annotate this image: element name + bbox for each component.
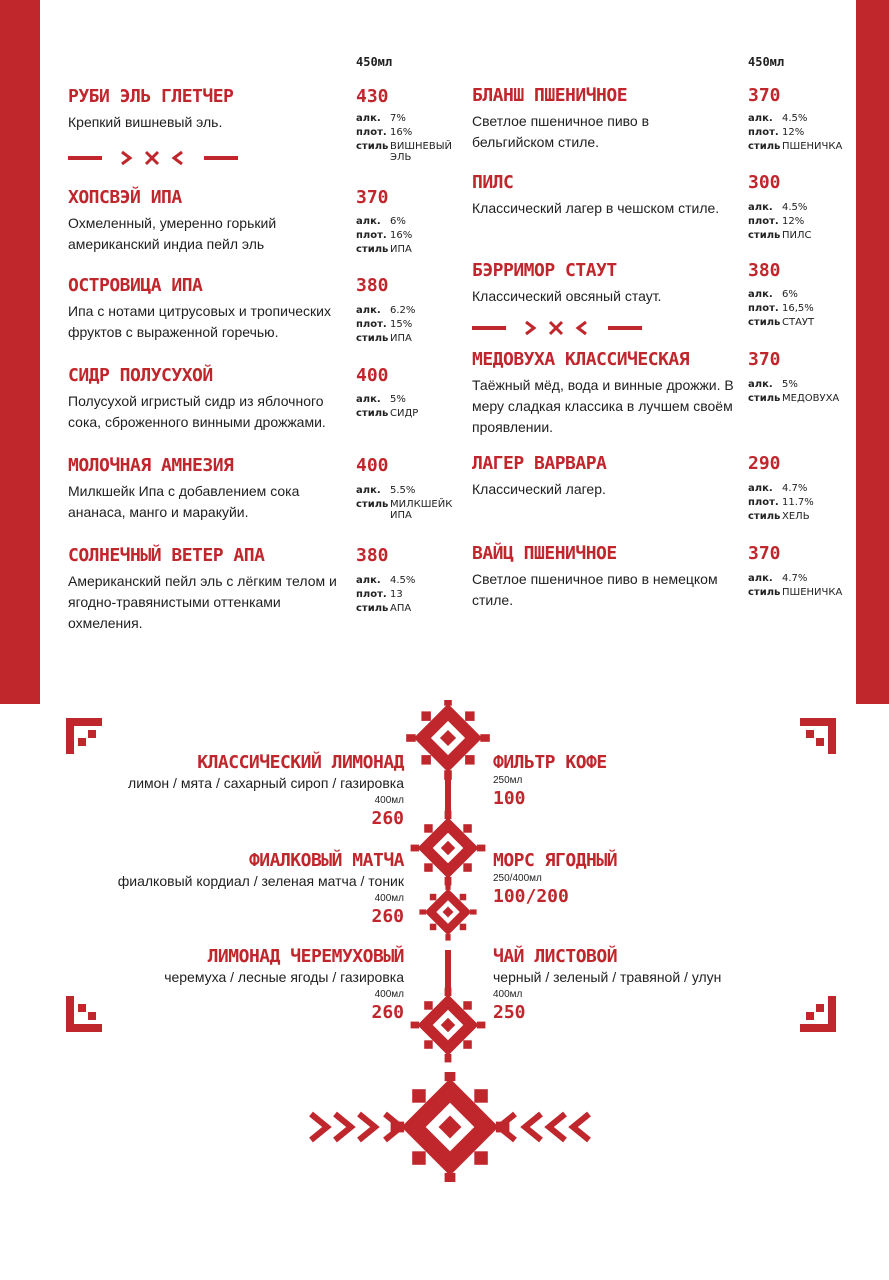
- beer-price: 430: [356, 86, 389, 107]
- beer-name: РУБИ ЭЛЬ ГЛЕТЧЕР: [68, 86, 234, 107]
- divider-ornament-icon: [68, 150, 240, 166]
- spec-value: 6.2%: [390, 305, 416, 316]
- beer-item: [472, 85, 734, 153]
- beer-price: 400: [356, 455, 389, 476]
- beer-price: 370: [356, 187, 389, 208]
- spec-value: СТАУТ: [782, 317, 815, 328]
- spec-value: МЕДОВУХА: [782, 393, 840, 404]
- spec-value: 16,5%: [782, 303, 814, 314]
- spec-label: алк.: [748, 202, 773, 213]
- spec-value: 16%: [390, 127, 413, 138]
- spec-value: 6%: [782, 289, 798, 300]
- spec-value: ИПА: [390, 333, 412, 344]
- spec-label: алк.: [748, 483, 773, 494]
- beer-item: [68, 365, 338, 433]
- beer-description: Крепкий вишневый эль.: [68, 114, 223, 130]
- beer-specs: [356, 574, 452, 616]
- corner-ornament-icon: [66, 718, 102, 754]
- spec-value: 4.5%: [782, 202, 808, 213]
- beer-item: [68, 187, 338, 255]
- beer-price: 380: [748, 260, 781, 281]
- spec-label: стиль: [748, 511, 781, 522]
- spec-value: 16%: [390, 230, 413, 241]
- right-volume-header: 450мл: [748, 55, 785, 69]
- spec-label: плот.: [748, 497, 779, 508]
- drink-volume: 400мл: [374, 989, 404, 1000]
- drink-description: лимон / мята / сахарный сироп / газировка: [128, 775, 404, 791]
- spec-label: стиль: [356, 499, 389, 510]
- beer-specs: [356, 112, 452, 163]
- beer-description: Светлое пшеничное пиво в немецком стиле.: [472, 571, 718, 608]
- beer-name: ЛАГЕР ВАРВАРА: [472, 453, 607, 474]
- spec-value: МИЛКШЕЙК ИПА: [390, 499, 453, 521]
- spec-label: алк.: [356, 394, 381, 405]
- beer-description: Светлое пшеничное пиво в бельгийском стиле.: [472, 113, 650, 150]
- beer-specs: [748, 112, 844, 154]
- spec-value: 15%: [390, 319, 413, 330]
- spec-value: 6%: [390, 216, 406, 227]
- drink-volume: 400мл: [374, 893, 404, 904]
- beer-description: Классический лагер в чешском стиле.: [472, 200, 720, 216]
- beer-item: [472, 453, 734, 500]
- beer-description: Американский пейл эль с лёгким телом и ягодно-травянистыми оттенками охмеления.: [68, 573, 337, 631]
- spec-label: алк.: [748, 573, 773, 584]
- left-volume-header: 450мл: [356, 55, 393, 69]
- spec-value: ПШЕНИЧКА: [782, 587, 843, 598]
- spec-value: 11.7%: [782, 497, 814, 508]
- spec-label: стиль: [748, 587, 781, 598]
- spec-label: плот.: [748, 216, 779, 227]
- drink-description: черемуха / лесные ягоды / газировка: [164, 969, 404, 985]
- spec-value: ПШЕНИЧКА: [782, 141, 843, 152]
- beer-description: Милкшейк Ипа с добавлением сока ананаса, манго и маракуйи.: [68, 483, 300, 520]
- beer-name: ХОПСВЭЙ ИПА: [68, 187, 182, 208]
- beer-specs: [748, 572, 844, 600]
- spec-value: ХЕЛЬ: [782, 511, 810, 522]
- spec-value: 12%: [782, 216, 805, 227]
- spec-label: алк.: [356, 575, 381, 586]
- drink-name: ЛИМОНАД ЧЕРЕМУХОВЫЙ: [207, 946, 404, 967]
- spec-label: стиль: [748, 230, 781, 241]
- beer-item: [68, 455, 338, 523]
- beer-price: 380: [356, 545, 389, 566]
- beer-name: СИДР ПОЛУСУХОЙ: [68, 365, 213, 386]
- drink-item: [164, 946, 404, 1024]
- beer-specs: [356, 484, 452, 521]
- drink-volume: 250мл: [493, 775, 523, 786]
- divider-ornament-icon: [472, 320, 644, 336]
- spec-label: плот.: [356, 230, 387, 241]
- drink-item: [493, 752, 607, 810]
- spec-label: стиль: [356, 141, 389, 152]
- corner-ornament-icon: [800, 718, 836, 754]
- spec-value: 5%: [390, 394, 406, 405]
- spec-value: 4.5%: [782, 113, 808, 124]
- beer-specs: [748, 378, 844, 406]
- beer-name: БЭРРИМОР СТАУТ: [472, 260, 617, 281]
- drink-name: ФИЛЬТР КОФЕ: [493, 752, 607, 773]
- spec-value: СИДР: [390, 408, 419, 419]
- spec-label: плот.: [748, 303, 779, 314]
- spec-value: ПИЛС: [782, 230, 812, 241]
- drink-price: 260: [371, 906, 404, 927]
- beer-specs: [356, 215, 452, 257]
- spec-label: плот.: [748, 127, 779, 138]
- spec-value: 13: [390, 589, 403, 600]
- beer-price: 400: [356, 365, 389, 386]
- drink-price: 100: [493, 788, 526, 809]
- beer-description: Полусухой игристый сидр из яблочного сока, сброженного винными дрожжами.: [68, 393, 326, 430]
- drink-item: [493, 850, 617, 908]
- left-red-band: [0, 0, 40, 704]
- drink-name: КЛАССИЧЕСКИЙ ЛИМОНАД: [197, 752, 404, 773]
- beer-price: 300: [748, 172, 781, 193]
- spec-label: стиль: [356, 408, 389, 419]
- beer-name: МОЛОЧНАЯ АМНЕЗИЯ: [68, 455, 234, 476]
- spec-label: стиль: [356, 603, 389, 614]
- beer-price: 380: [356, 275, 389, 296]
- drink-name: ЧАЙ ЛИСТОВОЙ: [493, 946, 618, 967]
- spec-value: ИПА: [390, 244, 412, 255]
- beer-item: [472, 260, 734, 307]
- spec-label: алк.: [356, 216, 381, 227]
- beer-item: [472, 349, 734, 438]
- spec-value: 7%: [390, 113, 406, 124]
- beer-name: ОСТРОВИЦА ИПА: [68, 275, 203, 296]
- spec-label: алк.: [356, 485, 381, 496]
- drink-name: ФИАЛКОВЫЙ МАТЧА: [248, 850, 404, 871]
- beer-price: 370: [748, 543, 781, 564]
- spec-label: плот.: [356, 319, 387, 330]
- beer-item: [68, 545, 338, 634]
- spec-value: 4.7%: [782, 483, 808, 494]
- beer-item: [68, 275, 338, 343]
- beer-specs: [356, 304, 452, 346]
- beer-name: БЛАНШ ПШЕНИЧНОЕ: [472, 85, 628, 106]
- drink-name: МОРС ЯГОДНЫЙ: [493, 850, 618, 871]
- spec-label: алк.: [748, 289, 773, 300]
- beer-description: Ипа с нотами цитрусовых и тропических фруктов с выраженной горечью.: [68, 303, 331, 340]
- spec-label: стиль: [356, 244, 389, 255]
- spec-value: ВИШНЕВЫЙ ЭЛЬ: [390, 141, 453, 163]
- beer-description: Классический лагер.: [472, 481, 606, 497]
- drink-volume: 400мл: [493, 989, 523, 1000]
- drink-description: черный / зеленый / травяной / улун: [493, 969, 722, 985]
- beer-specs: [748, 288, 844, 330]
- beer-description: Таёжный мёд, вода и винные дрожжи. В меру сладкая классика в лучшем своём проявлении.: [472, 377, 734, 435]
- knot-ornament-icon: [402, 700, 494, 1070]
- spec-label: стиль: [748, 393, 781, 404]
- beer-item: [472, 172, 734, 219]
- beer-price: 370: [748, 85, 781, 106]
- beer-description: Классический овсяный стаут.: [472, 288, 662, 304]
- corner-ornament-icon: [800, 996, 836, 1032]
- spec-value: 12%: [782, 127, 805, 138]
- spec-label: алк.: [748, 379, 773, 390]
- beer-item: [68, 86, 338, 133]
- beer-specs: [356, 393, 452, 421]
- beer-name: ВАЙЦ ПШЕНИЧНОЕ: [472, 543, 617, 564]
- beer-name: МЕДОВУХА КЛАССИЧЕСКАЯ: [472, 349, 690, 370]
- drink-item: [493, 946, 721, 1024]
- beer-specs: [748, 201, 844, 243]
- corner-ornament-icon: [66, 996, 102, 1032]
- spec-label: стиль: [748, 317, 781, 328]
- chevron-ornament-icon: [305, 1072, 595, 1182]
- spec-label: стиль: [356, 333, 389, 344]
- beer-item: [472, 543, 734, 611]
- drink-price: 100/200: [493, 886, 569, 907]
- drink-price: 260: [371, 1002, 404, 1023]
- beer-specs: [748, 482, 844, 524]
- drink-item: [118, 850, 404, 928]
- spec-value: 4.5%: [390, 575, 416, 586]
- beer-price: 290: [748, 453, 781, 474]
- spec-value: АПА: [390, 603, 412, 614]
- drink-volume: 250/400мл: [493, 873, 542, 884]
- beer-name: СОЛНЕЧНЫЙ ВЕТЕР АПА: [68, 545, 265, 566]
- right-red-band: [856, 0, 889, 704]
- drink-price: 260: [371, 808, 404, 829]
- spec-value: 4.7%: [782, 573, 808, 584]
- spec-label: плот.: [356, 589, 387, 600]
- spec-label: плот.: [356, 127, 387, 138]
- spec-label: алк.: [748, 113, 773, 124]
- spec-label: алк.: [356, 305, 381, 316]
- drink-item: [128, 752, 404, 830]
- spec-label: стиль: [748, 141, 781, 152]
- beer-description: Охмеленный, умеренно горький американский индиа пейл эль: [68, 215, 277, 252]
- spec-value: 5%: [782, 379, 798, 390]
- drink-volume: 400мл: [374, 795, 404, 806]
- spec-label: алк.: [356, 113, 381, 124]
- beer-name: ПИЛС: [472, 172, 514, 193]
- drink-price: 250: [493, 1002, 526, 1023]
- spec-value: 5.5%: [390, 485, 416, 496]
- beer-price: 370: [748, 349, 781, 370]
- drink-description: фиалковый кордиал / зеленая матча / тоник: [117, 873, 404, 889]
